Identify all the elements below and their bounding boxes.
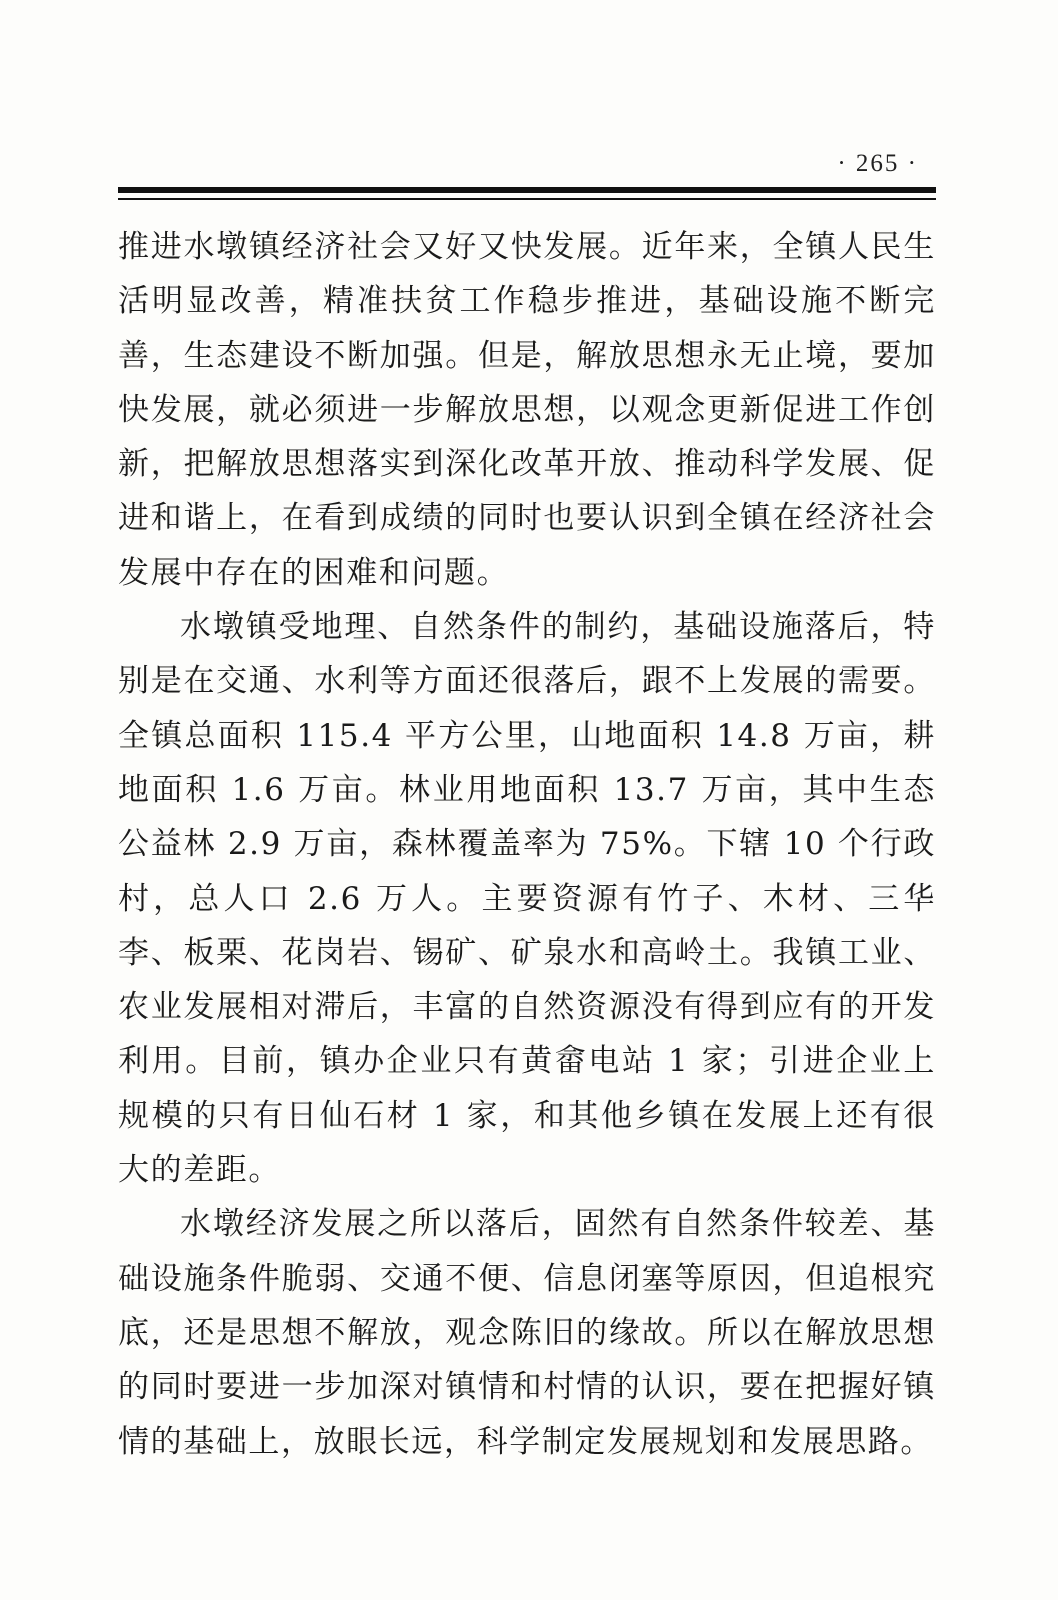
paragraph-causes: 水墩经济发展之所以落后，固然有自然条件较差、基础设施条件脆弱、交通不便、信息闭塞等原因，但追根究底，还是思想不解放，观念陈旧的缘故。所以在解放思想的同时要进一步加深对镇情和村情的认识，要在把握好镇情的基础上，放眼长远，科学制定发展规划和发展思路。	[118, 1206, 936, 1460]
paragraph-continued: 推进水墩镇经济社会又好又快发展。近年来，全镇人民生活明显改善，精准扶贫工作稳步推进，基础设施不断完善，生态建设不断加强。但是，解放思想永无止境，要加快发展，就必须进一步解放思想，以观念更新促进工作创新，把解放思想落实到深化改革开放、推动科学发展、促进和谐上，在看到成绩的同时也要认识到全镇在经济社会发展中存在的困难和问题。	[118, 229, 936, 591]
header-rule-thin	[118, 198, 936, 200]
page-number: · 265 ·	[837, 150, 918, 177]
paragraph-conditions: 水墩镇受地理、自然条件的制约，基础设施落后，特别是在交通、水利等方面还很落后，跟不上发展的需要。全镇总面积 115.4 平方公里，山地面积 14.8 万亩，耕地面积 1.6 万亩。林业用地面积 13.7 万亩，其中生态公益林 2.9 万亩，森林覆盖率为 75%。下辖 10 个行政村，总人口 2.6 万人。主要资源有竹子、木材、三华李、板栗、花岗岩、锡矿、矿泉水和高岭土。我镇工业、农业发展相对滞后，丰富的自然资源没有得到应有的开发利用。目前，镇办企业只有黄畲电站 1 家；引进企业上规模的只有日仙石材 1 家，和其他乡镇在发展上还有很大的差距。	[118, 609, 936, 1189]
body-text	[118, 220, 936, 1469]
header-rule-thick	[118, 187, 936, 193]
